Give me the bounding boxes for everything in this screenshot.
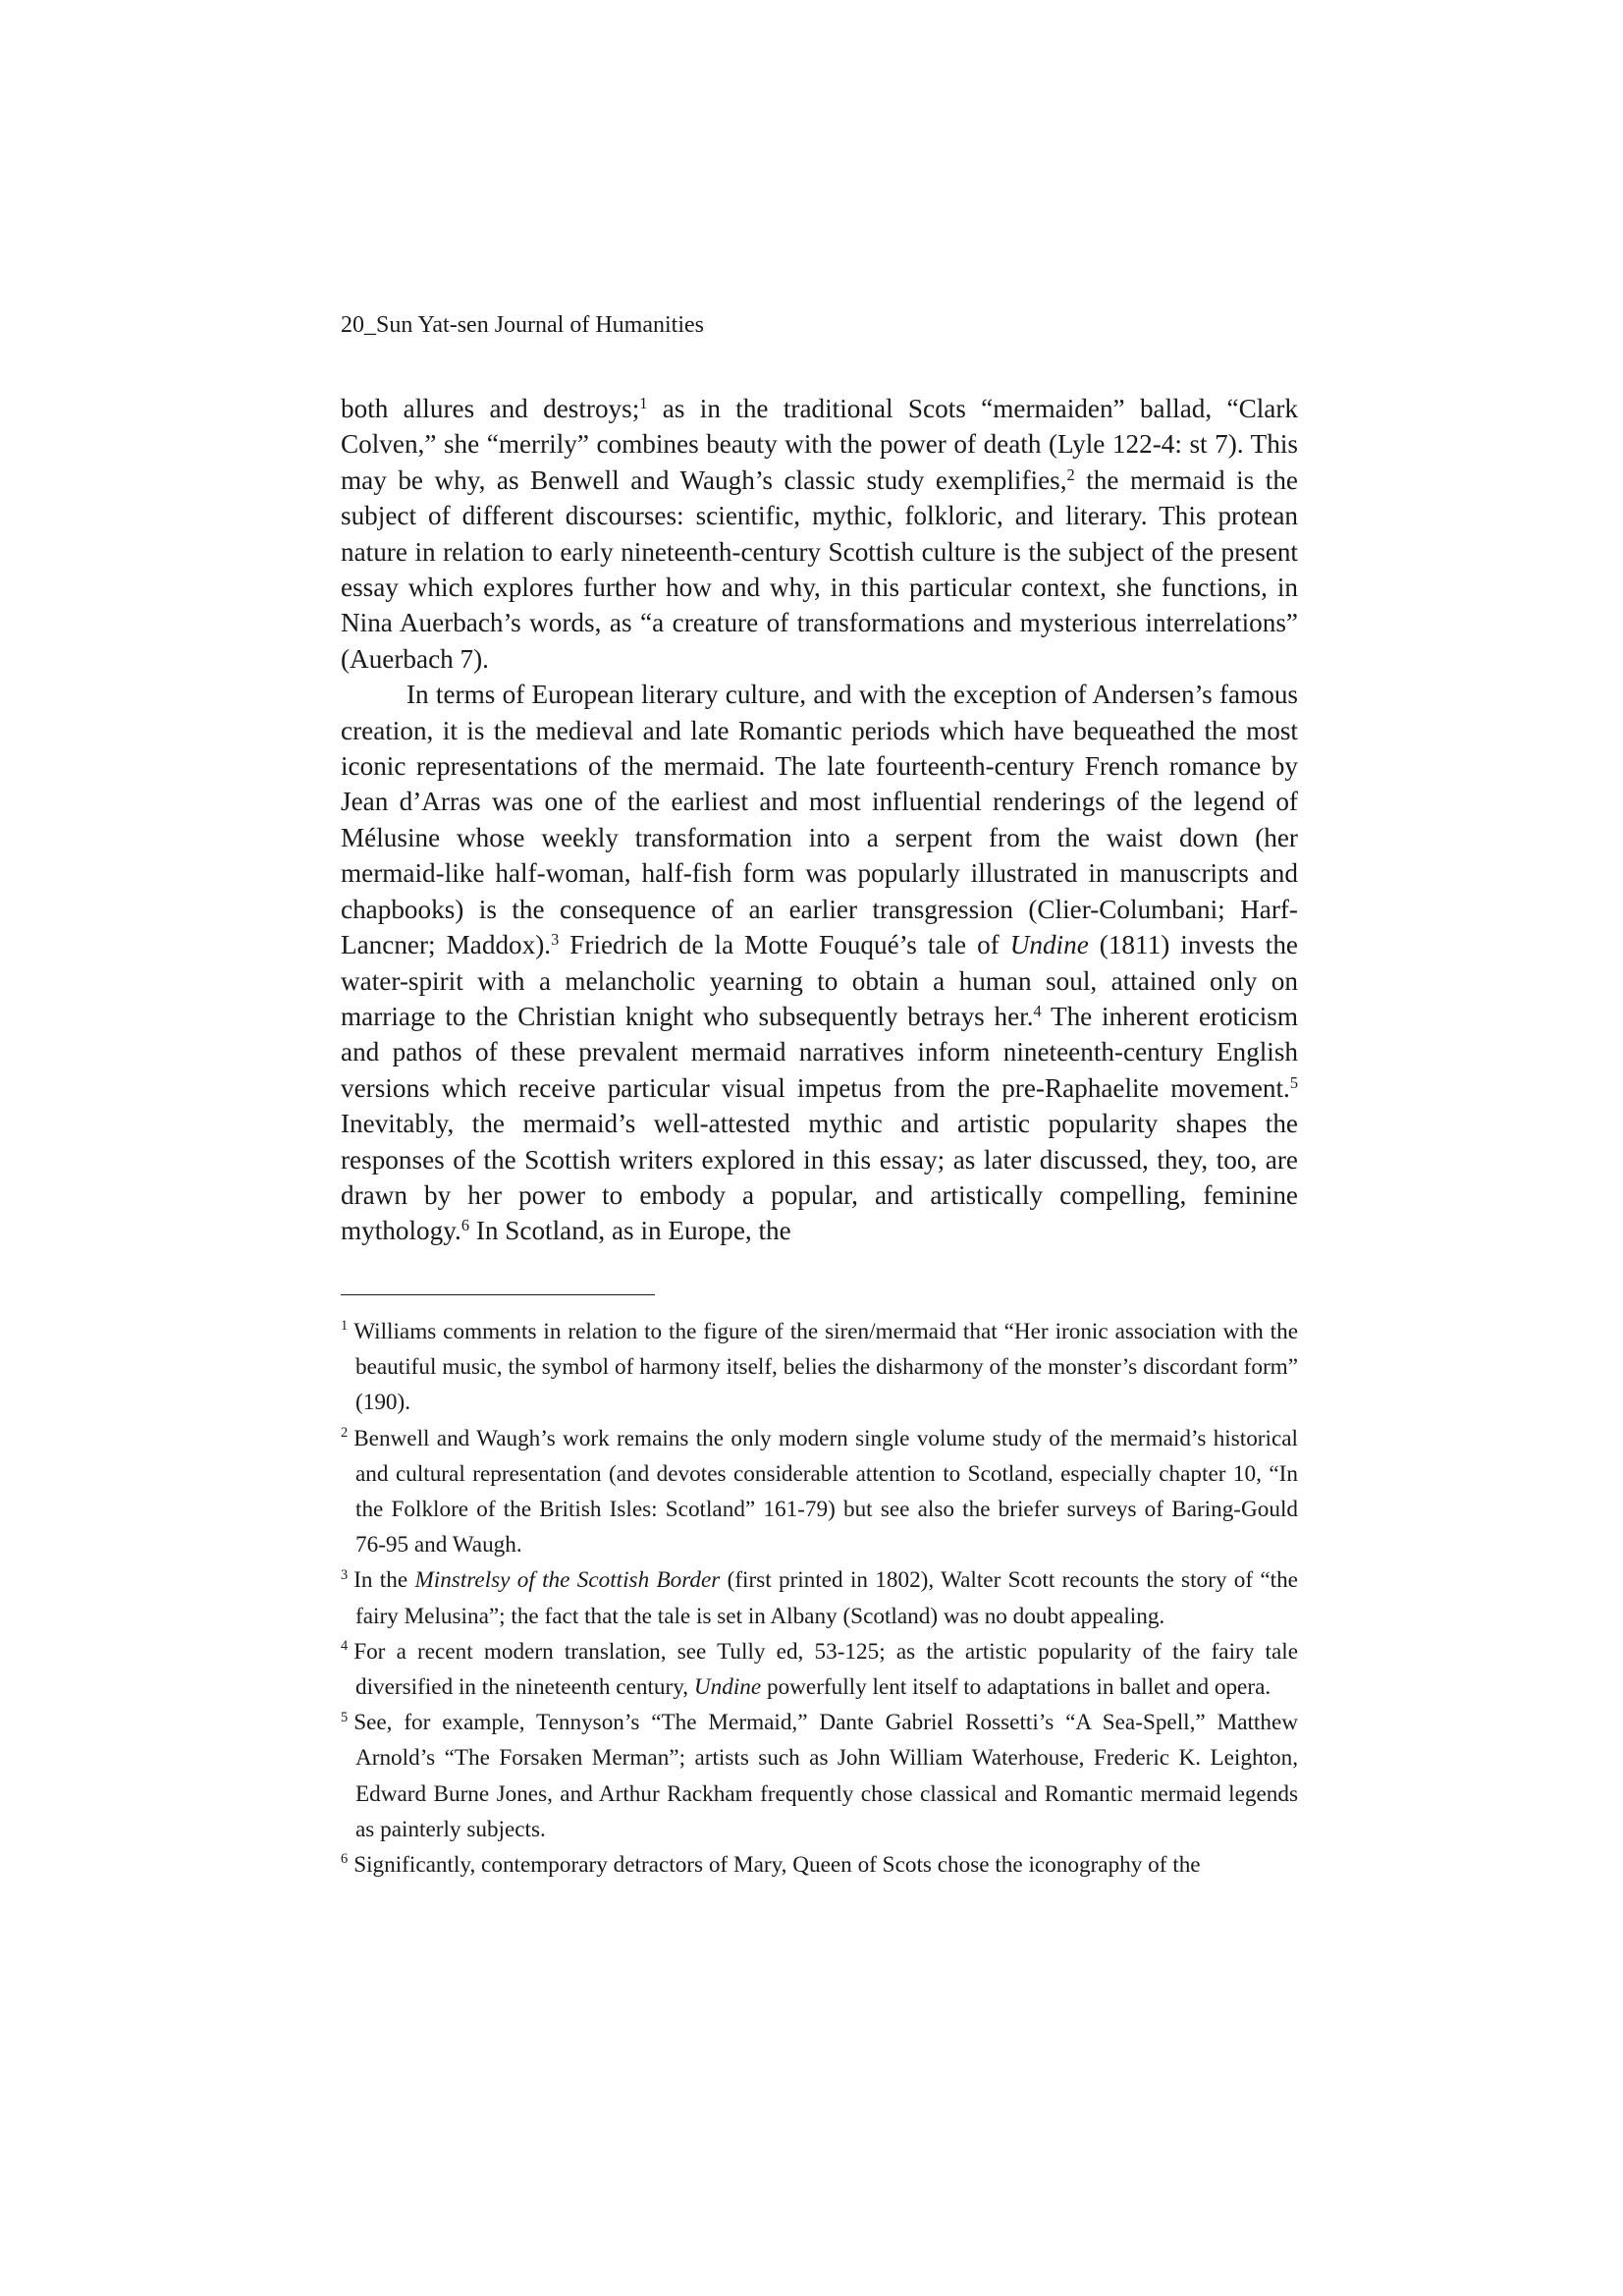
- footnote-text: Williams comments in relation to the figure of the siren/mermaid that “Her ironic association with the beautiful music, the symbol of harmony itself, belies the disharmony of the monster’s discordant form” (190).: [353, 1319, 1298, 1416]
- title-minstrelsy: Minstrelsy of the Scottish Border: [414, 1567, 721, 1594]
- footnote-number: 5: [341, 1709, 349, 1725]
- footnote-number: 3: [341, 1566, 349, 1583]
- footnote-text: See, for example, Tennyson’s “The Mermaid,” Dante Gabriel Rossetti’s “A Sea-Spell,” Matthew Arnold’s “The Forsaken Merman”; artists such as John William Waterhouse, Frederic K. Leighton, Edward Burne Jones, and Arthur Rackham frequently chose classical and Romantic mermaid legends as painterly subjects.: [353, 1710, 1298, 1842]
- paragraph-2-text-f: In Scotland, as in Europe, the: [469, 1216, 791, 1246]
- footnote-6: [341, 1847, 1298, 1883]
- footnote-separator: [341, 1294, 655, 1295]
- footnote-ref-2[interactable]: 2: [1066, 465, 1075, 484]
- paragraph-2-text-d: The inherent eroticism and pathos of these prevalent mermaid narratives inform nineteenth-century English versions which receive particular visual impetus from the pre-Raphaelite movement.: [341, 1001, 1298, 1103]
- footnote-number: 6: [341, 1851, 349, 1868]
- paragraph-2-text-c: (1811) invests the water-spirit with a melancholic yearning to obtain a human soul, attained only on marriage to the Christian knight who subsequently betrays her.: [341, 930, 1298, 1031]
- title-undine: Undine: [1009, 930, 1089, 960]
- paragraph-2: [341, 677, 1298, 1249]
- paragraph-1-text-a: both allures and destroys;: [341, 394, 640, 423]
- footnote-number: 1: [341, 1318, 349, 1335]
- footnote-text-b: powerfully lent itself to adaptations in ballet and opera.: [761, 1674, 1271, 1701]
- paragraph-1-text-b: as in the traditional Scots “mermaiden” ballad, “Clark Colven,” she “merrily” combines beauty with the power of death (Lyle 122-4: st 7). This may be why, as Benwell and Waugh’s classic study exemplifies,: [341, 394, 1299, 495]
- paragraph-2-text-b: Friedrich de la Motte Fouqué’s tale of: [559, 930, 1010, 960]
- body-text: [341, 391, 1298, 1249]
- paragraph-2-text-e: Inevitably, the mermaid’s well-attested mythic and artistic popularity shapes the responses of the Scottish writers explored in this essay; as later discussed, they, too, are drawn by her power to embody a popular, and artistically compelling, feminine mythology.: [341, 1109, 1298, 1246]
- footnote-2: [341, 1421, 1298, 1563]
- footnote-4: [341, 1634, 1298, 1705]
- footnote-ref-1[interactable]: 1: [639, 394, 648, 413]
- running-head: 20_Sun Yat-sen Journal of Humanities: [341, 312, 704, 338]
- footnote-ref-5[interactable]: 5: [1289, 1072, 1298, 1092]
- paragraph-2-text-a: In terms of European literary culture, and with the exception of Andersen’s famous creation, it is the medieval and late Romantic periods which have bequeathed the most iconic representations of the mermaid. The late fourteenth-century French romance by Jean d’Arras was one of the earliest and most influential renderings of the legend of Mélusine whose weekly transformation into a serpent from the waist down (her mermaid-like half-woman, half-fish form was popularly illustrated in manuscripts and chapbooks) is the consequence of an earlier transgression (Clier-Columbani; Harf-Lancner; Maddox).: [341, 680, 1298, 960]
- footnote-3: [341, 1562, 1298, 1633]
- footnote-text: Benwell and Waugh’s work remains the only modern single volume study of the mermaid’s historical and cultural representation (and devotes considerable attention to Scotland, especially chapter 10, “In the Folklore of the British Isles: Scotland” 161-79) but see also the briefer surveys of Baring-Gould 76-95 and Waugh.: [353, 1425, 1298, 1558]
- footnote-text-a: In the: [353, 1567, 415, 1594]
- footnotes: [341, 1314, 1298, 1883]
- footnote-ref-6[interactable]: 6: [460, 1216, 470, 1235]
- footnote-ref-4[interactable]: 4: [1033, 1001, 1042, 1020]
- footnote-5: [341, 1705, 1298, 1847]
- footnote-number: 2: [341, 1424, 349, 1441]
- title-undine: Undine: [693, 1674, 762, 1701]
- paragraph-1-text-c: the mermaid is the subject of different discourses: scientific, mythic, folkloric, and literary. This protean nature in relation to early nineteenth-century Scottish culture is the subject of the present essay which explores further how and why, in this particular context, she functions, in Nina Auerbach’s words, as “a creature of transformations and mysterious interrelations” (Auerbach 7).: [341, 465, 1298, 674]
- footnote-text-a: For a recent modern translation, see Tully ed, 53-125; as the artistic popularity of the fairy tale diversified in the nineteenth century,: [353, 1638, 1298, 1701]
- footnote-1: [341, 1314, 1298, 1421]
- footnote-ref-3[interactable]: 3: [551, 930, 560, 950]
- footnote-text-b: (first printed in 1802), Walter Scott recounts the story of “the fairy Melusina”; the fact that the tale is set in Albany (Scotland) was no doubt appealing.: [355, 1567, 1298, 1629]
- paragraph-1: [341, 391, 1298, 677]
- footnote-number: 4: [341, 1638, 349, 1655]
- footnote-text: Significantly, contemporary detractors of Mary, Queen of Scots chose the iconography of the: [353, 1852, 1201, 1879]
